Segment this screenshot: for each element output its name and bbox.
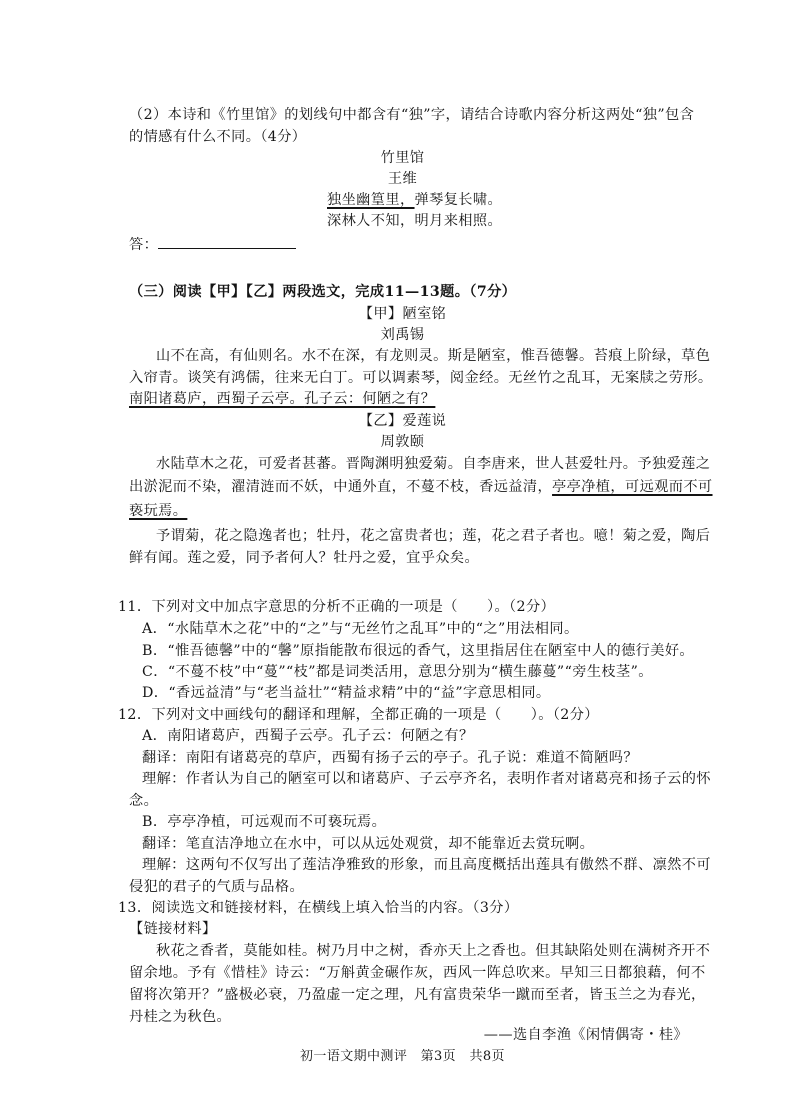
section3-heading: （三）阅读【甲】【乙】两段选文，完成11—13题。（7分） bbox=[129, 284, 517, 300]
jia-p3 bbox=[129, 390, 435, 408]
poem-line1-rest: 弹琴复长啸。 bbox=[414, 192, 503, 208]
q12-option-b[interactable]: B．亭亭净植，可远观而不可亵玩焉。 bbox=[142, 814, 387, 830]
q2-line2: 的情感有什么不同。（4分） bbox=[129, 129, 307, 145]
yi-p3-underlined: 亵玩焉。 bbox=[129, 503, 188, 519]
poem-line1-underlined: 独坐幽篁里， bbox=[327, 192, 415, 208]
q12-a-understanding: 理解：作者认为自己的陋室可以和诸葛庐、子云亭齐名，表明作者对诸葛亮和扬子云的怀 bbox=[142, 771, 711, 787]
jia-p3-rest: 孔子云：何陋之有？ bbox=[304, 391, 436, 407]
q12-b-translation: 翻译：笔直洁净地立在水中，可以从远处观赏，却不能靠近去赏玩啊。 bbox=[142, 836, 595, 852]
yi-p2-underlined: 亭亭净植，可远观而不可 bbox=[552, 479, 713, 495]
jia-title: 【甲】陋室铭 bbox=[358, 306, 447, 322]
q2-line1: （2）本诗和《竹里馆》的划线句中都含有“独”字，请结合诗歌内容分析这两处“独”包含 bbox=[129, 107, 695, 123]
yi-p1: 水陆草木之花，可爱者甚蕃。晋陶渊明独爱菊。自李唐来，世人甚爱牡丹。予独爱莲之 bbox=[156, 456, 711, 472]
poem-line1 bbox=[327, 191, 502, 209]
jia-author: 刘禹锡 bbox=[380, 327, 425, 343]
poem-line2: 深林人不知，明月来相照。 bbox=[327, 213, 503, 229]
q11-option-c[interactable]: C．“不蔓不枝”中“蔓”“枝”都是词类活用，意思分别为“横生藤蔓”“旁生枝茎”。 bbox=[142, 664, 653, 680]
q12-a-translation: 翻译：南阳有诸葛亮的草庐，西蜀有扬子云的亭子。孔子说：难道不简陋吗？ bbox=[142, 750, 638, 766]
q11-option-d[interactable]: D．“香远益清”与“老当益壮”“精益求精”中的“益”字意思相同。 bbox=[142, 685, 551, 701]
link-material-label: 【链接材料】 bbox=[129, 921, 217, 937]
q12-a-understanding-cont: 念。 bbox=[129, 793, 159, 809]
yi-p2-plain: 出淤泥而不染，濯清涟而不妖，中通外直，不蔓不枝，香远益清， bbox=[129, 479, 553, 495]
yi-title: 【乙】爱莲说 bbox=[358, 413, 447, 429]
jia-p3-underlined: 南阳诸葛庐，西蜀子云亭。 bbox=[129, 391, 305, 407]
jia-p2: 入帘青。谈笑有鸿儒，往来无白丁。可以调素琴，阅金经。无丝竹之乱耳，无案牍之劳形。 bbox=[129, 370, 713, 386]
material-source: ——选自李渔《闲情偶寄・桂》 bbox=[483, 1027, 688, 1043]
yi-author: 周敦颐 bbox=[380, 434, 425, 450]
jia-p1: 山不在高，有仙则名。水不在深，有龙则灵。斯是陋室，惟吾德馨。苔痕上阶绿，草色 bbox=[156, 348, 711, 364]
link-material-line2: 留余地。予有《惜桂》诗云：“万斛黄金碾作灰，西风一阵总吹来。早知三日都狼藉，何不 bbox=[129, 965, 706, 981]
answer-line bbox=[129, 234, 296, 254]
yi-p2 bbox=[129, 478, 713, 496]
yi-p4: 予谓菊，花之隐逸者也；牡丹，花之富贵者也；莲，花之君子者也。噫！菊之爱，陶后 bbox=[156, 528, 711, 544]
q12-b-understanding: 理解：这两句不仅写出了莲洁净雅致的形象，而且高度概括出莲具有傲然不群、凛然不可 bbox=[142, 857, 711, 873]
q12-option-a[interactable]: A．南阳诸葛庐，西蜀子云亭。孔子云：何陋之有？ bbox=[142, 728, 474, 744]
q11-option-b[interactable]: B．“惟吾德馨”中的“馨”原指能散布很远的香气，这里指居住在陋室中人的德行美好。 bbox=[142, 643, 695, 659]
yi-p5: 鲜有闻。莲之爱，同予者何人？牡丹之爱，宜乎众矣。 bbox=[129, 550, 480, 566]
page-footer: 初一语文期中测评 第3页 共8页 bbox=[300, 1049, 505, 1064]
answer-label: 答： bbox=[129, 237, 159, 253]
poem-author: 王维 bbox=[387, 171, 418, 187]
answer-blank[interactable] bbox=[158, 234, 296, 249]
poem-title: 竹里馆 bbox=[380, 150, 425, 166]
q12-b-understanding-cont: 侵犯的君子的气质与品格。 bbox=[129, 879, 305, 895]
q13-stem: 13．阅读选文和链接材料，在横线上填入恰当的内容。（3分） bbox=[118, 900, 519, 916]
yi-p3 bbox=[129, 502, 187, 520]
link-material-line1: 秋花之香者，莫能如桂。树乃月中之树，香亦天上之香也。但其缺陷处则在满树齐开不 bbox=[156, 943, 711, 959]
q12-stem: 12．下列对文中画线句的翻译和理解，全都正确的一项是（ ）。（2分） bbox=[118, 707, 599, 723]
link-material-line3: 留将次第开？”盛极必衰，乃盈虚一定之理，凡有富贵荣华一蹴而至者，皆玉兰之为春光， bbox=[129, 987, 706, 1003]
q11-option-a[interactable]: A．“水陆草木之花”中的“之”与“无丝竹之乱耳”中的“之”用法相同。 bbox=[142, 621, 579, 637]
q11-stem: 11．下列对文中加点字意思的分析不正确的一项是（ ）。（2分） bbox=[118, 599, 556, 615]
link-material-line4: 丹桂之为秋色。 bbox=[129, 1009, 232, 1025]
